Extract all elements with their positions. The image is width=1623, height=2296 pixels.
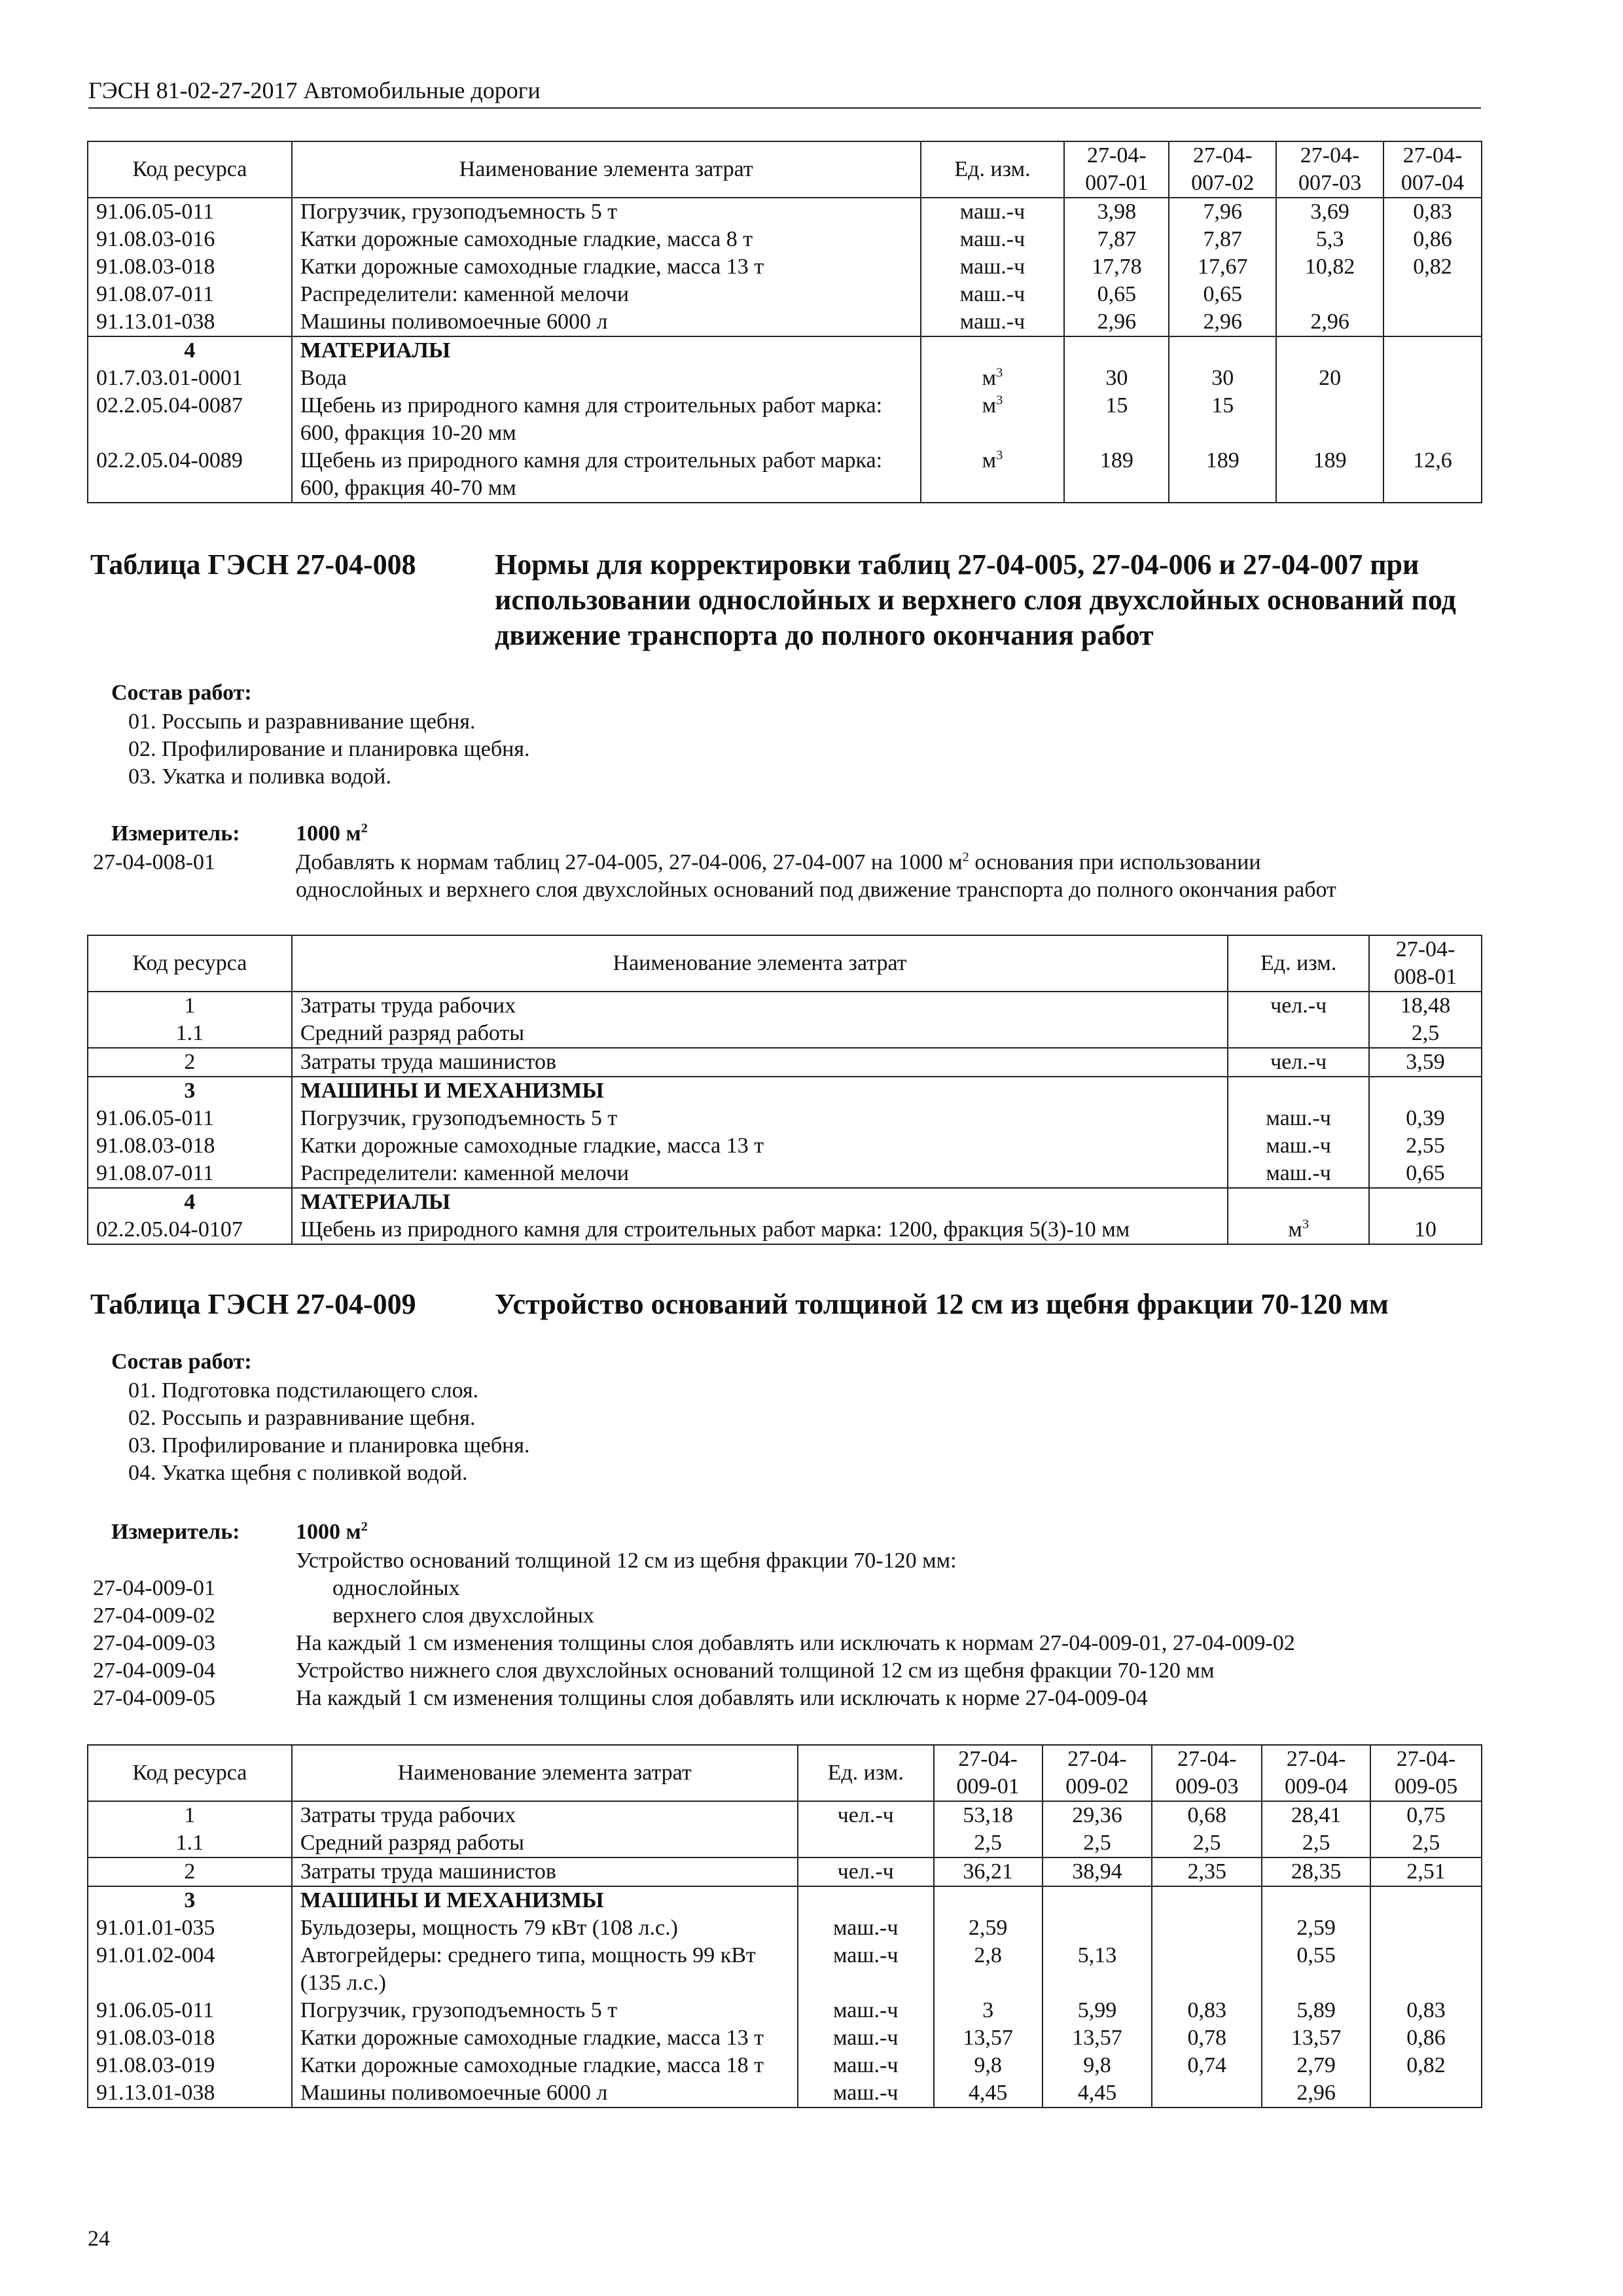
resource-code: 2 [88, 1048, 292, 1077]
norm-value: 0,65 [1064, 281, 1169, 308]
work-step: 03. Профилирование и планировка щебня. [128, 1433, 530, 1458]
work-step: 04. Укатка щебня с поливкой водой. [128, 1461, 468, 1485]
cost-element-name: Погрузчик, грузоподъемность 5 т [292, 1997, 798, 2024]
resource-code: 91.08.07-011 [88, 281, 292, 308]
norm-value: 12,6 [1383, 447, 1482, 503]
table-row [88, 392, 1482, 447]
work-step: 02. Профилирование и планировка щебня. [128, 737, 530, 761]
table-row [88, 992, 1482, 1020]
column-header: Ед. изм. [798, 1745, 934, 1801]
column-header: 27-04- 009-02 [1043, 1745, 1152, 1801]
table-label-009: Таблица ГЭСН 27-04-009 [90, 1288, 416, 1320]
unit: маш.-ч [1228, 1105, 1369, 1132]
column-header: Наименование элемента затрат [292, 935, 1228, 992]
column-header: 27-04- 007-04 [1383, 141, 1482, 198]
cost-element-name: Затраты труда машинистов [292, 1857, 798, 1886]
cost-element-name: Щебень из природного камня для строительных работ марка: 600, фракция 40-70 мм [292, 447, 921, 503]
norm-value [1383, 365, 1482, 392]
resource-code: 91.08.03-019 [88, 2052, 292, 2079]
column-header: 27-04- 009-04 [1262, 1745, 1370, 1801]
unit: маш.-ч [798, 2052, 934, 2079]
table-label-008: Таблица ГЭСН 27-04-008 [90, 548, 416, 581]
unit: маш.-ч [921, 253, 1065, 281]
norm-value: 2,5 [1152, 1829, 1262, 1857]
cost-element-name: Бульдозеры, мощность 79 кВт (108 л.с.) [292, 1914, 798, 1942]
cost-element-name: Распределители: каменной мелочи [292, 281, 921, 308]
norm-value: 2,5 [1370, 1829, 1482, 1857]
norm-value: 5,89 [1262, 1997, 1370, 2024]
norm-code: 27-04-009-02 [93, 1604, 215, 1628]
norm-value: 2,96 [1276, 308, 1383, 336]
norm-value: 7,87 [1169, 226, 1276, 253]
norm-value: 2,96 [1064, 308, 1169, 336]
norm-code: 27-04-009-05 [93, 1686, 215, 1710]
norm-description: На каждый 1 см изменения толщины слоя добавлять или исключать к норме 27-04-009-04 [296, 1686, 1148, 1710]
resource-code: 1 [88, 1801, 292, 1829]
intro-009: Устройство оснований толщиной 12 см из щебня фракции 70-120 мм: [296, 1549, 957, 1573]
norm-code: 27-04-009-03 [93, 1631, 215, 1655]
cost-element-name: Машины поливомоечные 6000 л [292, 308, 921, 336]
column-header: 27-04- 007-03 [1276, 141, 1383, 198]
column-header: 27-04- 007-02 [1169, 141, 1276, 198]
resource-code: 3 [88, 1886, 292, 1914]
cost-element-name: Щебень из природного камня для строительных работ марка: 1200, фракция 5(3)-10 мм [292, 1216, 1228, 1244]
resource-code: 91.08.03-018 [88, 253, 292, 281]
cost-element-name: МАТЕРИАЛЫ [292, 336, 921, 365]
table-row [88, 1216, 1482, 1244]
norm-value [1383, 281, 1482, 308]
resource-code: 91.08.03-018 [88, 2024, 292, 2052]
norm-description: верхнего слоя двухслойных [332, 1604, 594, 1628]
norm-value: 2,96 [1262, 2079, 1370, 2108]
norm-value: 28,41 [1262, 1801, 1370, 1829]
resource-code: 4 [88, 1188, 292, 1216]
norm-value: 0,83 [1383, 198, 1482, 226]
resource-code: 2 [88, 1857, 292, 1886]
cost-element-name: Катки дорожные самоходные гладкие, масса 8 т [292, 226, 921, 253]
cost-element-name: Вода [292, 365, 921, 392]
norm-value [1152, 1942, 1262, 1997]
unit [1228, 1188, 1369, 1216]
cost-element-name: Катки дорожные самоходные гладкие, масса 18 т [292, 2052, 798, 2079]
work-step: 03. Укатка и поливка водой. [128, 764, 391, 789]
table-row [88, 1857, 1482, 1886]
norm-value: 3 [934, 1997, 1043, 2024]
norm-value [1276, 392, 1383, 447]
norm-value [1369, 1077, 1482, 1105]
resource-code: 91.06.05-011 [88, 1997, 292, 2024]
table-row [88, 447, 1482, 503]
norm-value: 2,59 [1262, 1914, 1370, 1942]
unit: чел.-ч [798, 1857, 934, 1886]
norm-value: 7,87 [1064, 226, 1169, 253]
cost-element-name: МАТЕРИАЛЫ [292, 1188, 1228, 1216]
norm-value: 0,65 [1369, 1160, 1482, 1188]
column-header: 27-04- 009-01 [934, 1745, 1043, 1801]
norm-value: 2,5 [934, 1829, 1043, 1857]
norm-value: 2,35 [1152, 1857, 1262, 1886]
norm-value [1276, 336, 1383, 365]
norm-value [1064, 336, 1169, 365]
norm-value: 0,83 [1152, 1997, 1262, 2024]
izm-value-008: 1000 $м^2$ [296, 821, 368, 846]
cost-element-name: Машины поливомоечные 6000 л [292, 2079, 798, 2108]
cost-element-name: Автогрейдеры: среднего типа, мощность 99 кВт (135 л.с.) [292, 1942, 798, 1997]
column-header: Наименование элемента затрат [292, 1745, 798, 1801]
norm-value [1276, 281, 1383, 308]
section-row [88, 1188, 1482, 1216]
norm-value: 9,8 [934, 2052, 1043, 2079]
column-header: 27-04- 008-01 [1369, 935, 1482, 992]
sostav-label-009: Состав работ: [111, 1350, 252, 1374]
norm-value [1152, 1914, 1262, 1942]
column-header: 27-04- 009-03 [1152, 1745, 1262, 1801]
table-row [88, 308, 1482, 336]
norm-value: 18,48 [1369, 992, 1482, 1020]
norm-value: 2,79 [1262, 2052, 1370, 2079]
norm-value: 2,96 [1169, 308, 1276, 336]
norm-value: 5,13 [1043, 1942, 1152, 1997]
norm-value: 13,57 [1043, 2024, 1152, 2052]
table-row [88, 1942, 1482, 1997]
resource-code: 91.01.01-035 [88, 1914, 292, 1942]
norm-value [1262, 1886, 1370, 1914]
section-row [88, 336, 1482, 365]
izm-value-009: 1000 $м^2$ [296, 1519, 368, 1544]
norm-value: 29,36 [1043, 1801, 1152, 1829]
norm-value: 10 [1369, 1216, 1482, 1244]
table-27-04-009 [87, 1744, 1482, 2108]
cost-element-name: Распределители: каменной мелочи [292, 1160, 1228, 1188]
norm-value: 5,3 [1276, 226, 1383, 253]
norm-value: 13,57 [1262, 2024, 1370, 2052]
work-step: 01. Россыпь и разравнивание щебня. [128, 709, 476, 734]
resource-code: 1.1 [88, 1829, 292, 1857]
norm-value: 13,57 [934, 2024, 1043, 2052]
resource-code: 1 [88, 992, 292, 1020]
table-row [88, 1132, 1482, 1160]
norm-value [1370, 1886, 1482, 1914]
table-27-04-008 [87, 935, 1482, 1245]
cost-element-name: Погрузчик, грузоподъемность 5 т [292, 198, 921, 226]
unit: маш.-ч [798, 2079, 934, 2108]
norm-value [1369, 1188, 1482, 1216]
table-row [88, 2052, 1482, 2079]
table-row [88, 226, 1482, 253]
cost-element-name: Катки дорожные самоходные гладкие, масса 13 т [292, 253, 921, 281]
cost-element-name: Катки дорожные самоходные гладкие, масса 13 т [292, 1132, 1228, 1160]
column-header: 27-04- 007-01 [1064, 141, 1169, 198]
resource-code: 02.2.05.04-0107 [88, 1216, 292, 1244]
unit [798, 1829, 934, 1857]
norm-value: 2,5 [1262, 1829, 1370, 1857]
column-header: 27-04- 009-05 [1370, 1745, 1482, 1801]
desc-line-2: однослойных и верхнего слоя двухслойных оснований под движение транспорта до полного окончания работ [296, 878, 1336, 902]
desc-code-008: 27-04-008-01 [93, 850, 215, 874]
work-step: 02. Россыпь и разравнивание щебня. [128, 1406, 476, 1430]
norm-value [1169, 336, 1276, 365]
norm-value [1383, 336, 1482, 365]
resource-code: 91.08.07-011 [88, 1160, 292, 1188]
resource-code: 02.2.05.04-0089 [88, 447, 292, 503]
unit [921, 336, 1065, 365]
norm-description: На каждый 1 см изменения толщины слоя добавлять или исключать к нормам 27-04-009-01, 27-04-009-02 [296, 1631, 1295, 1655]
cost-element-name: Щебень из природного камня для строительных работ марка: 600, фракция 10-20 мм [292, 392, 921, 447]
cost-element-name: Затраты труда машинистов [292, 1048, 1228, 1077]
norm-value: 3,69 [1276, 198, 1383, 226]
column-header: Ед. изм. [1228, 935, 1369, 992]
table-row [88, 2024, 1482, 2052]
norm-value [1370, 1942, 1482, 1997]
norm-value: 2,8 [934, 1942, 1043, 1997]
resource-code: 91.01.02-004 [88, 1942, 292, 1997]
unit: $м^3$ [921, 447, 1065, 503]
resource-code: 91.13.01-038 [88, 2079, 292, 2108]
norm-value: 15 [1064, 392, 1169, 447]
norm-value: 17,78 [1064, 253, 1169, 281]
norm-value: 0,68 [1152, 1801, 1262, 1829]
running-header: ГЭСН 81-02-27-2017 Автомобильные дороги [88, 73, 1481, 109]
unit: маш.-ч [921, 226, 1065, 253]
norm-value [1370, 1914, 1482, 1942]
norm-value [1370, 2079, 1482, 2108]
norm-value: 10,82 [1276, 253, 1383, 281]
norm-value: 189 [1064, 447, 1169, 503]
table-row [88, 1914, 1482, 1942]
table-row [88, 1020, 1482, 1048]
resource-code: 01.7.03.01-0001 [88, 365, 292, 392]
table-row [88, 281, 1482, 308]
unit: чел.-ч [1228, 992, 1369, 1020]
table-row [88, 1801, 1482, 1829]
desc-line-1: Добавлять к нормам таблиц 27-04-005, 27-04-006, 27-04-007 на 1000 $м^2$ основания при использовании [296, 850, 1261, 874]
norm-value: 0,86 [1370, 2024, 1482, 2052]
table-row [88, 1105, 1482, 1132]
norm-value: 30 [1169, 365, 1276, 392]
column-header: Код ресурса [88, 141, 292, 198]
norm-value: 15 [1169, 392, 1276, 447]
unit: $м^3$ [921, 392, 1065, 447]
table-row [88, 2079, 1482, 2108]
column-header: Код ресурса [88, 1745, 292, 1801]
norm-value: 5,99 [1043, 1997, 1152, 2024]
unit: маш.-ч [1228, 1132, 1369, 1160]
work-step: 01. Подготовка подстилающего слоя. [128, 1378, 479, 1403]
unit: чел.-ч [798, 1801, 934, 1829]
unit [1228, 1077, 1369, 1105]
izm-label-008: Измеритель: [111, 821, 240, 846]
table-title-008: Нормы для корректировки таблиц 27-04-005, 27-04-006 и 27-04-007 при использовании однослойных и верхнего слоя двухслойных оснований под движение транспорта до полного окончания работ [495, 548, 1456, 651]
section-row [88, 1077, 1482, 1105]
unit: $м^3$ [1228, 1216, 1369, 1244]
page-number: 24 [88, 2227, 110, 2251]
norm-value: 2,51 [1370, 1857, 1482, 1886]
norm-value: 4,45 [934, 2079, 1043, 2108]
resource-code: 91.06.05-011 [88, 1105, 292, 1132]
norm-value: 3,98 [1064, 198, 1169, 226]
norm-value: 0,78 [1152, 2024, 1262, 2052]
norm-code: 27-04-009-04 [93, 1659, 215, 1683]
norm-value: 3,59 [1369, 1048, 1482, 1077]
norm-value: 9,8 [1043, 2052, 1152, 2079]
norm-value: 0,39 [1369, 1105, 1482, 1132]
unit: маш.-ч [798, 2024, 934, 2052]
norm-value: 0,82 [1370, 2052, 1482, 2079]
table-row [88, 365, 1482, 392]
norm-value: 0,75 [1370, 1801, 1482, 1829]
norm-value: 17,67 [1169, 253, 1276, 281]
norm-value: 0,86 [1383, 226, 1482, 253]
table-row [88, 1997, 1482, 2024]
norm-value [1152, 2079, 1262, 2108]
cost-element-name: Погрузчик, грузоподъемность 5 т [292, 1105, 1228, 1132]
norm-value: 2,5 [1369, 1020, 1482, 1048]
resource-code: 4 [88, 336, 292, 365]
unit [798, 1886, 934, 1914]
norm-value: 30 [1064, 365, 1169, 392]
cost-element-name: Затраты труда рабочих [292, 992, 1228, 1020]
resource-code: 3 [88, 1077, 292, 1105]
norm-value [1152, 1886, 1262, 1914]
column-header: Код ресурса [88, 935, 292, 992]
norm-value: 0,65 [1169, 281, 1276, 308]
cost-element-name: Катки дорожные самоходные гладкие, масса 13 т [292, 2024, 798, 2052]
norm-value [1383, 308, 1482, 336]
norm-value: 36,21 [934, 1857, 1043, 1886]
norm-value: 2,59 [934, 1914, 1043, 1942]
norm-value [934, 1886, 1043, 1914]
cost-element-name: МАШИНЫ И МЕХАНИЗМЫ [292, 1077, 1228, 1105]
norm-value: 0,55 [1262, 1942, 1370, 1997]
column-header: Наименование элемента затрат [292, 141, 921, 198]
norm-value: 0,74 [1152, 2052, 1262, 2079]
norm-description: Устройство нижнего слоя двухслойных оснований толщиной 12 см из щебня фракции 70-120 мм [296, 1659, 1215, 1683]
unit: маш.-ч [798, 1942, 934, 1997]
unit: маш.-ч [798, 1914, 934, 1942]
norm-value [1043, 1914, 1152, 1942]
table-27-04-007 [87, 141, 1482, 503]
sostav-label-008: Состав работ: [111, 681, 252, 705]
norm-value: 7,96 [1169, 198, 1276, 226]
norm-description: однослойных [332, 1576, 460, 1600]
cost-element-name: МАШИНЫ И МЕХАНИЗМЫ [292, 1886, 798, 1914]
norm-value: 53,18 [934, 1801, 1043, 1829]
norm-value: 189 [1276, 447, 1383, 503]
cost-element-name: Затраты труда рабочих [292, 1801, 798, 1829]
norm-value: 38,94 [1043, 1857, 1152, 1886]
table-row [88, 198, 1482, 226]
cost-element-name: Средний разряд работы [292, 1829, 798, 1857]
norm-value: 2,5 [1043, 1829, 1152, 1857]
izm-label-009: Измеритель: [111, 1520, 240, 1544]
resource-code: 02.2.05.04-0087 [88, 392, 292, 447]
section-row [88, 1886, 1482, 1914]
resource-code: 1.1 [88, 1020, 292, 1048]
table-row [88, 1829, 1482, 1857]
norm-value: 2,55 [1369, 1132, 1482, 1160]
norm-value: 189 [1169, 447, 1276, 503]
norm-code: 27-04-009-01 [93, 1576, 215, 1600]
unit: чел.-ч [1228, 1048, 1369, 1077]
unit: маш.-ч [921, 198, 1065, 226]
column-header: Ед. изм. [921, 141, 1065, 198]
norm-value: 20 [1276, 365, 1383, 392]
table-row [88, 253, 1482, 281]
unit: маш.-ч [921, 308, 1065, 336]
norm-value: 0,82 [1383, 253, 1482, 281]
resource-code: 91.08.03-016 [88, 226, 292, 253]
unit: маш.-ч [1228, 1160, 1369, 1188]
unit [1228, 1020, 1369, 1048]
norm-value: 4,45 [1043, 2079, 1152, 2108]
unit: маш.-ч [798, 1997, 934, 2024]
unit: $м^3$ [921, 365, 1065, 392]
resource-code: 91.08.03-018 [88, 1132, 292, 1160]
table-title-009: Устройство оснований толщиной 12 см из щебня фракции 70-120 мм [495, 1288, 1389, 1320]
norm-value: 28,35 [1262, 1857, 1370, 1886]
table-row [88, 1160, 1482, 1188]
norm-value: 0,83 [1370, 1997, 1482, 2024]
resource-code: 91.06.05-011 [88, 198, 292, 226]
unit: маш.-ч [921, 281, 1065, 308]
cost-element-name: Средний разряд работы [292, 1020, 1228, 1048]
resource-code: 91.13.01-038 [88, 308, 292, 336]
table-row [88, 1048, 1482, 1077]
norm-value [1383, 392, 1482, 447]
norm-value [1043, 1886, 1152, 1914]
